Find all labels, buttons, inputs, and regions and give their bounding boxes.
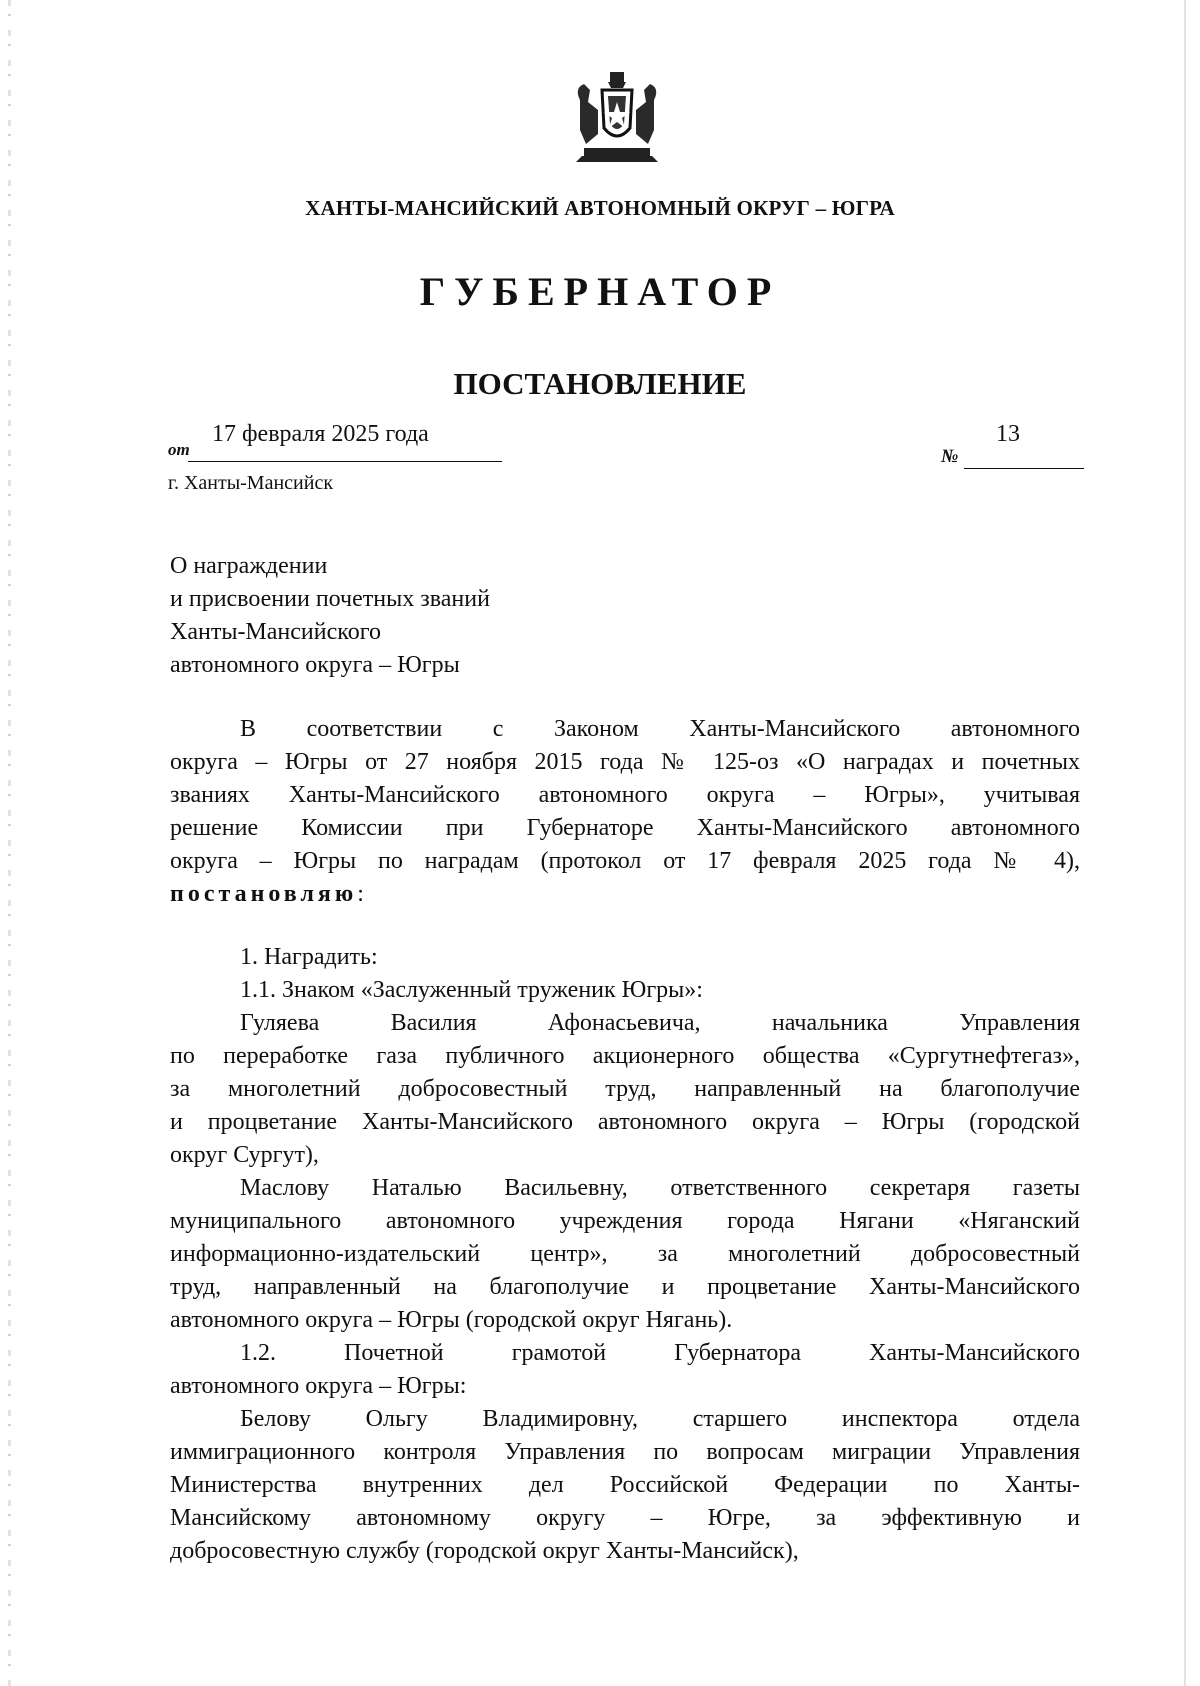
authority-title: ГУБЕРНАТОР <box>419 269 781 314</box>
coat-of-arms-emblem <box>572 70 662 170</box>
preamble-line: решение Комиссии при Губернаторе Ханты-Мансийского автономного <box>170 815 1080 841</box>
decree-statement <box>170 878 1080 911</box>
award-text-line: автономного округа – Югры (городской округ Нягань). <box>170 1307 733 1333</box>
document-type: ПОСТАНОВЛЕНИЕ <box>453 366 747 401</box>
subject-line: О награждении <box>170 553 328 579</box>
award-text-line: за многолетний добросовестный труд, направленный на благополучие <box>170 1076 1080 1102</box>
date-label: от <box>168 440 190 459</box>
document-date: 17 февраля 2025 года <box>212 421 429 447</box>
award-text-line: и процветание Ханты-Мансийского автономного округа – Югры (городской <box>170 1109 1080 1135</box>
award-text-line: Маслову Наталью Васильевну, ответственного секретаря газеты <box>240 1175 1080 1201</box>
scan-edge-left <box>8 0 11 1686</box>
award-text-line: округ Сургут), <box>170 1142 319 1168</box>
award-text-line: информационно-издательский центр», за многолетний добросовестный <box>170 1241 1080 1267</box>
number-underline <box>964 468 1084 469</box>
subject-line: и присвоении почетных званий <box>170 586 490 612</box>
date-underline <box>188 461 502 462</box>
decree-colon: : <box>357 881 364 907</box>
document-body <box>170 713 1080 1568</box>
item-1-2-heading: автономного округа – Югры: <box>170 1373 467 1399</box>
preamble-line: званиях Ханты-Мансийского автономного округа – Югры», учитывая <box>170 782 1080 808</box>
preamble-line: округа – Югры по наградам (протокол от 17 февраля 2025 года № 4), <box>170 848 1080 874</box>
number-label: № <box>941 446 959 467</box>
award-text-line: по переработке газа публичного акционерного общества «Сургутнефтегаз», <box>170 1043 1080 1069</box>
document-subject <box>170 550 490 682</box>
document-number: 13 <box>996 421 1020 447</box>
award-text-line: Гуляева Василия Афонасьевича, начальника Управления <box>240 1010 1080 1036</box>
preamble-line: округа – Югры от 27 ноября 2015 года № 125-оз «О наградах и почетных <box>170 749 1080 775</box>
preamble-line: В соответствии с Законом Ханты-Мансийского автономного <box>240 716 1080 742</box>
award-text-line: добросовестную службу (городской округ Ханты-Мансийск), <box>170 1538 799 1564</box>
item-1-2-heading: 1.2. Почетной грамотой Губернатора Ханты-Мансийского <box>240 1340 1080 1366</box>
issue-city: г. Ханты-Мансийск <box>168 472 334 494</box>
award-text-line: Мансийскому автономному округу – Югре, за эффективную и <box>170 1505 1080 1531</box>
award-text-line: иммиграционного контроля Управления по вопросам миграции Управления <box>170 1439 1080 1465</box>
scan-edge-right <box>1184 0 1186 1686</box>
item-1-heading: 1. Наградить: <box>240 944 378 970</box>
award-text-line: муниципального автономного учреждения города Нягани «Няганский <box>170 1208 1080 1234</box>
award-text-line: труд, направленный на благополучие и процветание Ханты-Мансийского <box>170 1274 1080 1300</box>
award-text-line: Белову Ольгу Владимировну, старшего инспектора отдела <box>240 1406 1080 1432</box>
subject-line: Ханты-Мансийского <box>170 619 381 645</box>
award-text-line: Министерства внутренних дел Российской Федерации по Ханты- <box>170 1472 1080 1498</box>
subject-line: автономного округа – Югры <box>170 652 460 678</box>
item-1-1-heading: 1.1. Знаком «Заслуженный труженик Югры»: <box>240 977 703 1003</box>
decree-word: постановляю <box>170 881 358 907</box>
region-name: ХАНТЫ-МАНСИЙСКИЙ АВТОНОМНЫЙ ОКРУГ – ЮГРА <box>305 196 895 220</box>
